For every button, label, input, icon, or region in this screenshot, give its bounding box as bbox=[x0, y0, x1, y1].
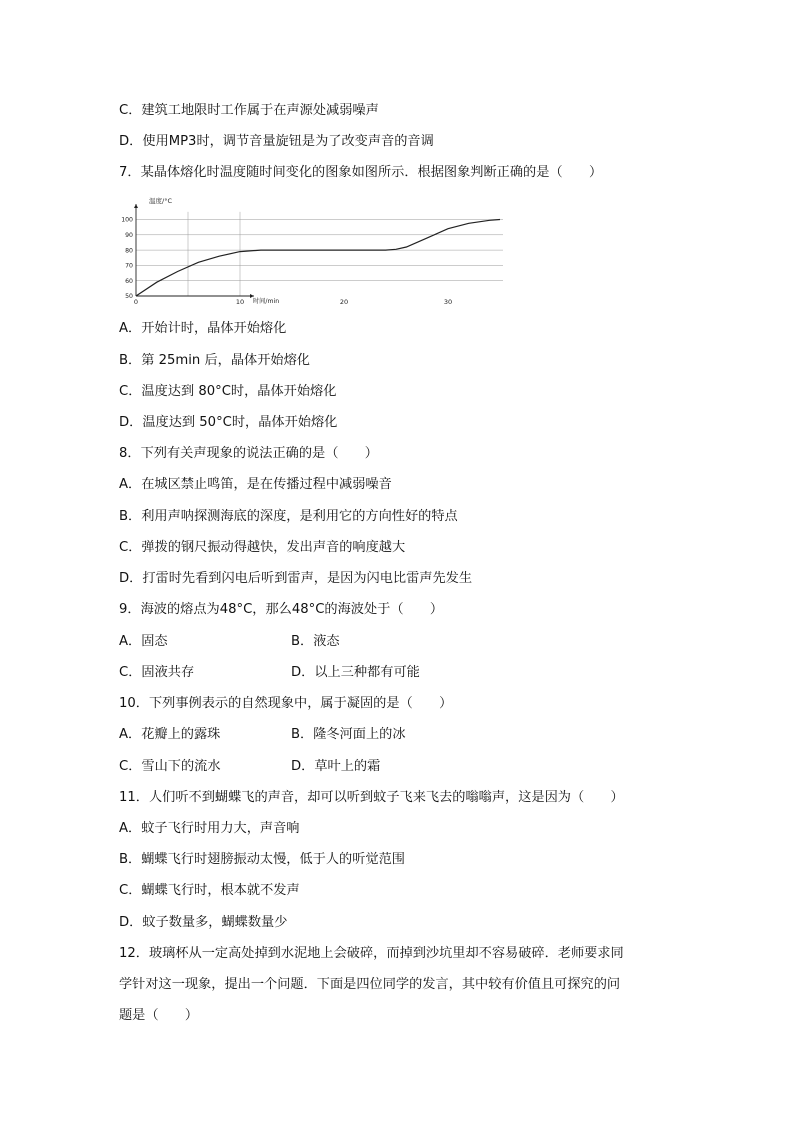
chart-axes bbox=[134, 204, 254, 298]
x-tick-label: 0 bbox=[133, 298, 139, 306]
x-tick-label: 10 bbox=[235, 298, 245, 306]
q11-option-d: D．蚊子数量多，蝴蝶数量少 bbox=[119, 915, 288, 930]
y-axis-arrow bbox=[134, 204, 138, 208]
chart-grid bbox=[136, 212, 503, 296]
q10-option-d: D．草叶上的霜 bbox=[291, 759, 381, 774]
q9-option-a: A．固态 bbox=[119, 634, 168, 649]
q9-stem: 9．海波的熔点为48°C，那么48°C的海波处于（ ） bbox=[119, 602, 444, 617]
q7-option-a: A．开始计时，晶体开始熔化 bbox=[119, 321, 287, 336]
q10-option-b: B．隆冬河面上的冰 bbox=[291, 727, 406, 742]
q8-option-d: D．打雷时先看到闪电后听到雷声，是因为闪电比雷声先发生 bbox=[119, 571, 473, 586]
y-tick-label: 90 bbox=[125, 232, 133, 239]
y-tick-label: 100 bbox=[121, 216, 133, 224]
q12-stem-line1: 12．玻璃杯从一定高处掉到水泥地上会破碎，而掉到沙坑里却不容易破碎．老师要求同 bbox=[119, 946, 624, 961]
q11-option-a: A．蚊子飞行时用力大，声音响 bbox=[119, 821, 300, 836]
q9-option-b: B．液态 bbox=[291, 634, 340, 649]
q9-option-d: D．以上三种都有可能 bbox=[291, 665, 420, 680]
chart-ticks bbox=[121, 217, 452, 306]
q8-option-a: A．在城区禁止鸣笛，是在传播过程中减弱噪音 bbox=[119, 477, 392, 492]
q10-stem: 10．下列事例表示的自然现象中，属于凝固的是（ ） bbox=[119, 696, 453, 711]
q7-option-b: B．第 25min 后，晶体开始熔化 bbox=[119, 353, 310, 368]
y-tick-label: 80 bbox=[125, 247, 133, 255]
q6-option-d: D．使用MP3时，调节音量旋钮是为了改变声音的音调 bbox=[119, 134, 434, 149]
melting-curve-chart bbox=[116, 196, 453, 308]
y-tick-label: 70 bbox=[125, 262, 133, 270]
y-tick-label: 60 bbox=[125, 277, 133, 285]
q12-stem-line3: 题是（ ） bbox=[119, 1008, 199, 1023]
q10-option-a: A．花瓣上的露珠 bbox=[119, 727, 221, 742]
q7-option-d: D．温度达到 50°C时，晶体开始熔化 bbox=[119, 415, 338, 430]
q11-option-c: C．蝴蝶飞行时，根本就不发声 bbox=[119, 883, 300, 898]
q11-option-b: B．蝴蝶飞行时翅膀振动太慢，低于人的听觉范围 bbox=[119, 852, 405, 867]
q8-option-b: B．利用声呐探测海底的深度，是利用它的方向性好的特点 bbox=[119, 509, 458, 524]
chart-xlabel: 时间/min bbox=[253, 298, 280, 305]
q12-stem-line2: 学针对这一现象，提出一个问题．下面是四位同学的发言，其中较有价值且可探究的问 bbox=[119, 977, 621, 992]
temperature-curve bbox=[136, 220, 500, 297]
chart-ylabel: 温度/°C bbox=[149, 197, 172, 205]
q10-option-c: C．雪山下的流水 bbox=[119, 759, 221, 774]
q11-stem: 11．人们听不到蝴蝶飞的声音，却可以听到蚊子飞来飞去的嗡嗡声，这是因为（ ） bbox=[119, 790, 624, 805]
q8-stem: 8．下列有关声现象的说法正确的是（ ） bbox=[119, 446, 378, 461]
y-tick-label: 50 bbox=[125, 293, 133, 301]
q6-option-c: C．建筑工地限时工作属于在声源处减弱噪声 bbox=[119, 103, 379, 118]
q8-option-c: C．弹拨的钢尺振动得越快，发出声音的响度越大 bbox=[119, 540, 406, 555]
q9-option-c: C．固液共存 bbox=[119, 665, 195, 680]
q7-option-c: C．温度达到 80°C时，晶体开始熔化 bbox=[119, 384, 337, 399]
x-tick-label: 30 bbox=[443, 298, 453, 306]
q7-stem: 7．某晶体熔化时温度随时间变化的图象如图所示．根据图象判断正确的是（ ） bbox=[119, 165, 603, 180]
x-tick-label: 20 bbox=[339, 298, 349, 306]
